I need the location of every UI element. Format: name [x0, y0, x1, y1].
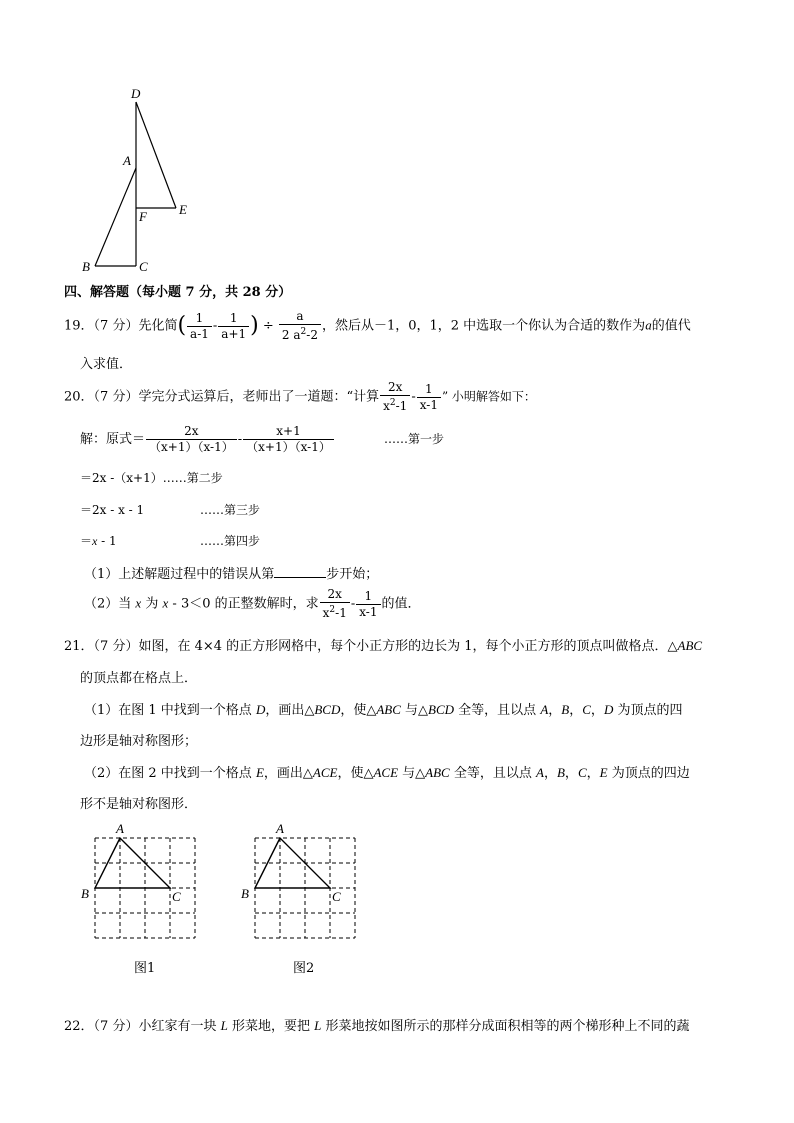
- q20-part2-fraction-2: $\frac{1}{x-1}$: [356, 589, 380, 620]
- q21-part-1-run: B: [561, 702, 570, 717]
- label-E: E: [179, 202, 187, 217]
- q21-part-1-run: ，: [569, 703, 583, 718]
- answer-blank[interactable]: [274, 565, 326, 578]
- q20-part2-fraction-1: $\frac{2x}{x^2-1}$: [320, 587, 350, 621]
- solution-line-2: ＝2x -（x+1）……第二步: [80, 471, 223, 485]
- q22-line-1-run: 形菜地按如图所示的那样分成面积相等的两个梯形种上不同的蔬: [321, 1019, 690, 1034]
- step-3-label: ……第三步: [200, 503, 261, 517]
- q19-fraction-2: $\frac{1}{a+1}$: [218, 311, 249, 342]
- q21-part-1-run: D: [603, 702, 614, 717]
- q22-line-1-run: L: [220, 1018, 228, 1033]
- q21-part-1: [84, 699, 682, 718]
- q21-part-1-run: 全等，且以点: [454, 703, 541, 718]
- q20-part-1: （1）上述解题过程中的错误从第 步开始；: [84, 567, 379, 582]
- q21-part-2-run: 与△: [398, 766, 426, 781]
- q19-number: 19．（7 分）先化简: [64, 318, 178, 334]
- q21-part-1-run: ，: [548, 703, 562, 718]
- q20-fraction-2: $\frac{1}{x-1}$: [417, 382, 441, 413]
- triangle-figure: [78, 86, 198, 276]
- grid1-label-C: C: [172, 889, 181, 904]
- q21-part-2-run: ，画出△: [263, 766, 313, 781]
- section-heading: 四、解答题（每小题 7 分，共 28 分）: [64, 285, 292, 300]
- q21-part-2-run: ，使△: [337, 766, 374, 781]
- solution-fraction-2: $\frac{x+1}{(x+1)(x-1)}$: [243, 424, 334, 455]
- q21-part-2-run: ，: [543, 766, 557, 781]
- grid-figure-2-caption: 图2: [293, 961, 315, 976]
- q21-part-2-run: （2）在图 2 中找到一个格点: [84, 766, 256, 781]
- grid1-label-A: A: [116, 821, 124, 836]
- grid1-label-B: B: [81, 886, 89, 901]
- q20-end: ” 小明解答如下：: [441, 389, 536, 404]
- q21-part-2-run: E: [255, 765, 264, 780]
- q19-line-2: 入求值．: [80, 357, 133, 372]
- q21-part-2-run: 全等，且以点: [449, 766, 536, 781]
- label-F: F: [139, 209, 147, 224]
- q19-text: ，然后从－1，0，1，2 中选取一个你认为合适的数作为: [321, 318, 646, 334]
- q21-part-1-run: （1）在图 1 中找到一个格点: [84, 703, 256, 718]
- q21-part-1-run: ，: [590, 703, 604, 718]
- q21-part-1-run: ，画出△: [265, 703, 315, 718]
- solution-line-1: 解：原式＝ $\frac{2x}{(x+1)(x-1)}$ - $\frac{x+1}{(x+1)(x-1)}$: [80, 424, 335, 455]
- question-19: 19．（7 分）先化简( $\frac{1}{a-1}$ - $\frac{1}{a+1}$ ) ÷ $\frac{a}{2 a^2-2}$ ，然后从－1，0，1，2 中选取一个你认为合适的数作为a的值代: [64, 309, 691, 342]
- q20-fraction-1: $\frac{2x}{x^2-1}$: [380, 380, 410, 414]
- label-C: C: [139, 259, 148, 274]
- q19-fraction-3: $\frac{a}{2 a^2-2}$: [279, 309, 321, 343]
- q21-part-1-run: D: [255, 702, 266, 717]
- q21-part-1-run: ，使△: [340, 703, 377, 718]
- q21-part-2-run: ACE: [312, 765, 338, 780]
- step-1-label: ……第一步: [384, 432, 445, 446]
- solution-line-3: ＝2x - x - 1: [80, 503, 145, 517]
- step-4-label: ……第四步: [200, 534, 261, 548]
- q21-part-2-run: A: [536, 765, 544, 780]
- label-D: D: [131, 86, 141, 101]
- q21-part-1-run: 与△: [400, 703, 429, 718]
- q21-part-2-cont: 形不是轴对称图形．: [80, 797, 198, 812]
- q21-part-1-run: BCD: [428, 702, 455, 717]
- q22-line-1-run: 22．（7 分）小红家有一块: [64, 1019, 221, 1034]
- q22-line-1-run: L: [314, 1018, 322, 1033]
- q21-part-1-cont: 边形是轴对称图形；: [80, 734, 198, 749]
- q21-part-2-run: E: [599, 765, 608, 780]
- grid-figure-2: [238, 820, 363, 950]
- grid2-label-C: C: [332, 889, 341, 904]
- divide-sign: ÷: [262, 318, 274, 334]
- q20-number: 20．（7 分）学完分式运算后，老师出了一道题：“计算: [64, 389, 380, 405]
- grid-figure-1: [78, 820, 203, 950]
- q21-part-1-run: C: [582, 702, 591, 717]
- q21-part-2-run: ACE: [373, 765, 399, 780]
- question-21-line-2: 的顶点都在格点上．: [80, 671, 198, 686]
- q19-text-2: 的值代: [651, 318, 691, 334]
- q21-part-2-run: ，: [564, 766, 578, 781]
- q20-part-2: （2）当 x 为 x - 3＜0 的正整数解时，求 $\frac{2x}{x^2-1}$ - $\frac{1}{x-1}$ 的值．: [84, 587, 421, 620]
- grid-figure-1-caption: 图1: [134, 961, 156, 976]
- q21-part-2-run: ABC: [425, 765, 450, 780]
- q21-part-2-run: C: [577, 765, 587, 780]
- solution-fraction-1: $\frac{2x}{(x+1)(x-1)}$: [146, 424, 237, 455]
- question-22: [64, 1015, 689, 1034]
- q21-part-2-run: 为顶点的四边: [607, 766, 690, 781]
- q21-part-2-run: ，: [586, 766, 600, 781]
- q21-part-2-run: B: [556, 765, 565, 780]
- label-B: B: [82, 259, 90, 274]
- question-21-line-1: 21．（7 分）如图，在 4×4 的正方形网格中，每个小正方形的边长为 1，每个小正方形的顶点叫做格点．△ABC: [64, 638, 703, 654]
- grid2-label-A: A: [276, 821, 284, 836]
- question-20: 20．（7 分）学完分式运算后，老师出了一道题：“计算 $\frac{2x}{x^2-1}$ - $\frac{1}{x-1}$ ” 小明解答如下：: [64, 380, 536, 413]
- label-A: A: [123, 153, 131, 168]
- q22-line-1-run: 形菜地，要把: [227, 1019, 315, 1034]
- q19-var-a: a: [645, 317, 652, 333]
- solution-line-4: ＝x - 1: [80, 534, 117, 548]
- q21-part-1-run: ABC: [376, 702, 401, 717]
- grid2-label-B: B: [241, 886, 249, 901]
- q21-part-1-run: BCD: [314, 702, 341, 717]
- q19-fraction-1: $\frac{1}{a-1}$: [187, 311, 212, 342]
- q21-part-1-run: A: [540, 702, 549, 717]
- q21-part-2: [84, 762, 690, 781]
- q21-part-1-run: 为顶点的四: [613, 703, 683, 718]
